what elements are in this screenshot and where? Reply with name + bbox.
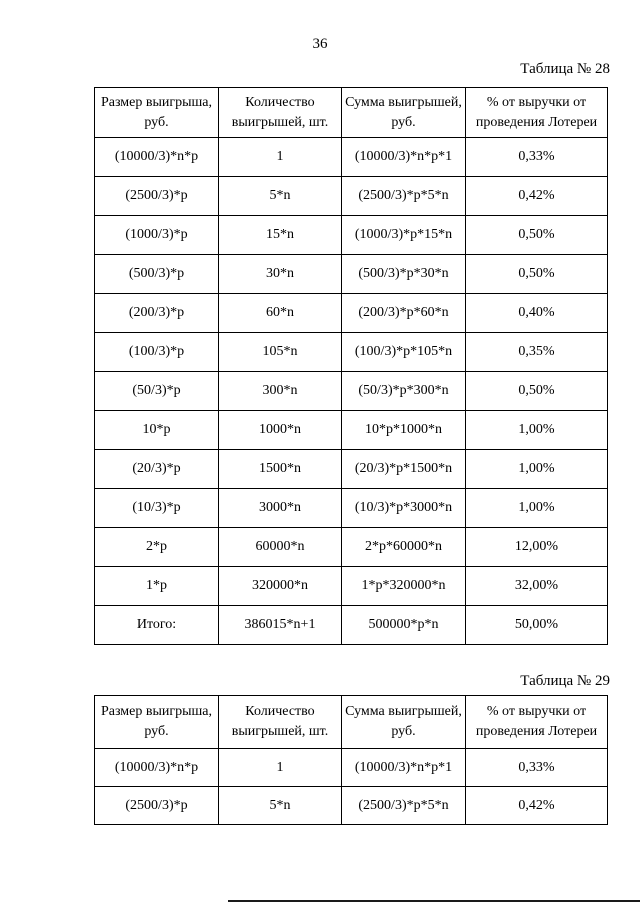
- prize-sum-cell: 2*p*60000*n: [342, 528, 466, 567]
- prize-count-cell: 60000*n: [219, 528, 342, 567]
- revenue-percent-cell: 0,40%: [466, 294, 608, 333]
- table-row: [95, 787, 608, 825]
- prize-size-cell: (50/3)*p: [95, 372, 219, 411]
- header-prize-count: Количество выигрышей, шт.: [219, 88, 342, 138]
- table-row: [95, 489, 608, 528]
- revenue-percent-cell: 0,35%: [466, 333, 608, 372]
- table-row: [95, 138, 608, 177]
- table-row: [95, 411, 608, 450]
- prize-sum-cell: (50/3)*p*300*n: [342, 372, 466, 411]
- prize-count-cell: 60*n: [219, 294, 342, 333]
- table-header-row: [95, 696, 608, 749]
- header-prize-size: Размер выигрыша, руб.: [95, 696, 219, 749]
- prize-count-cell: 1: [219, 138, 342, 177]
- prize-size-cell: (10/3)*p: [95, 489, 219, 528]
- table-row: [95, 528, 608, 567]
- prize-size-cell: (200/3)*p: [95, 294, 219, 333]
- prize-count-cell: 1000*n: [219, 411, 342, 450]
- prize-count-cell: 105*n: [219, 333, 342, 372]
- header-revenue-percent: % от выручки от проведения Лотереи: [466, 696, 608, 749]
- prize-sum-cell: (10000/3)*n*p*1: [342, 749, 466, 787]
- header-revenue-percent: % от выручки от проведения Лотереи: [466, 88, 608, 138]
- header-prize-sum: Сумма выигрышей, руб.: [342, 88, 466, 138]
- prize-size-cell: (2500/3)*p: [95, 787, 219, 825]
- table-row: [95, 333, 608, 372]
- prize-size-cell: (10000/3)*n*p: [95, 138, 219, 177]
- prize-size-cell: (10000/3)*n*p: [95, 749, 219, 787]
- revenue-percent-cell: 32,00%: [466, 567, 608, 606]
- prize-count-cell: 1500*n: [219, 450, 342, 489]
- header-prize-size: Размер выигрыша, руб.: [95, 88, 219, 138]
- table-row: [95, 372, 608, 411]
- revenue-percent-cell: 0,50%: [466, 216, 608, 255]
- table-row: [95, 450, 608, 489]
- table-28-caption: Таблица № 28: [520, 61, 610, 77]
- prize-sum-cell: (200/3)*p*60*n: [342, 294, 466, 333]
- table-29: [94, 695, 608, 825]
- prize-sum-cell: (2500/3)*p*5*n: [342, 787, 466, 825]
- table-row: [95, 177, 608, 216]
- prize-sum-cell: 1*p*320000*n: [342, 567, 466, 606]
- revenue-percent-cell: 0,50%: [466, 372, 608, 411]
- prize-count-cell: 3000*n: [219, 489, 342, 528]
- prize-sum-cell: (20/3)*p*1500*n: [342, 450, 466, 489]
- prize-sum-cell: (500/3)*p*30*n: [342, 255, 466, 294]
- revenue-percent-cell: 50,00%: [466, 606, 608, 645]
- prize-count-cell: 300*n: [219, 372, 342, 411]
- prize-sum-cell: (100/3)*p*105*n: [342, 333, 466, 372]
- page-bottom-rule: [228, 900, 640, 902]
- prize-count-cell: 15*n: [219, 216, 342, 255]
- revenue-percent-cell: 0,50%: [466, 255, 608, 294]
- header-prize-sum: Сумма выигрышей, руб.: [342, 696, 466, 749]
- table-row: [95, 216, 608, 255]
- revenue-percent-cell: 0,33%: [466, 749, 608, 787]
- prize-count-cell: 5*n: [219, 177, 342, 216]
- revenue-percent-cell: 12,00%: [466, 528, 608, 567]
- revenue-percent-cell: 0,33%: [466, 138, 608, 177]
- table-row: [95, 606, 608, 645]
- page-number: 36: [312, 36, 328, 52]
- prize-size-cell: (1000/3)*p: [95, 216, 219, 255]
- prize-size-cell: 10*p: [95, 411, 219, 450]
- revenue-percent-cell: 0,42%: [466, 177, 608, 216]
- prize-size-cell: (100/3)*p: [95, 333, 219, 372]
- prize-count-cell: 5*n: [219, 787, 342, 825]
- prize-sum-cell: (10/3)*p*3000*n: [342, 489, 466, 528]
- table-row: [95, 294, 608, 333]
- prize-sum-cell: (2500/3)*p*5*n: [342, 177, 466, 216]
- header-prize-count: Количество выигрышей, шт.: [219, 696, 342, 749]
- prize-count-cell: 1: [219, 749, 342, 787]
- revenue-percent-cell: 0,42%: [466, 787, 608, 825]
- table-row: [95, 567, 608, 606]
- revenue-percent-cell: 1,00%: [466, 450, 608, 489]
- revenue-percent-cell: 1,00%: [466, 489, 608, 528]
- prize-size-cell: Итого:: [95, 606, 219, 645]
- prize-size-cell: (500/3)*p: [95, 255, 219, 294]
- prize-size-cell: (20/3)*p: [95, 450, 219, 489]
- table-row: [95, 749, 608, 787]
- prize-size-cell: (2500/3)*p: [95, 177, 219, 216]
- prize-count-cell: 386015*n+1: [219, 606, 342, 645]
- prize-sum-cell: 10*p*1000*n: [342, 411, 466, 450]
- prize-sum-cell: 500000*p*n: [342, 606, 466, 645]
- table-row: [95, 255, 608, 294]
- prize-sum-cell: (1000/3)*p*15*n: [342, 216, 466, 255]
- revenue-percent-cell: 1,00%: [466, 411, 608, 450]
- prize-sum-cell: (10000/3)*n*p*1: [342, 138, 466, 177]
- prize-size-cell: 2*p: [95, 528, 219, 567]
- table-28: [94, 87, 608, 645]
- prize-size-cell: 1*p: [95, 567, 219, 606]
- table-29-caption: Таблица № 29: [520, 673, 610, 689]
- prize-count-cell: 30*n: [219, 255, 342, 294]
- prize-count-cell: 320000*n: [219, 567, 342, 606]
- table-header-row: [95, 88, 608, 138]
